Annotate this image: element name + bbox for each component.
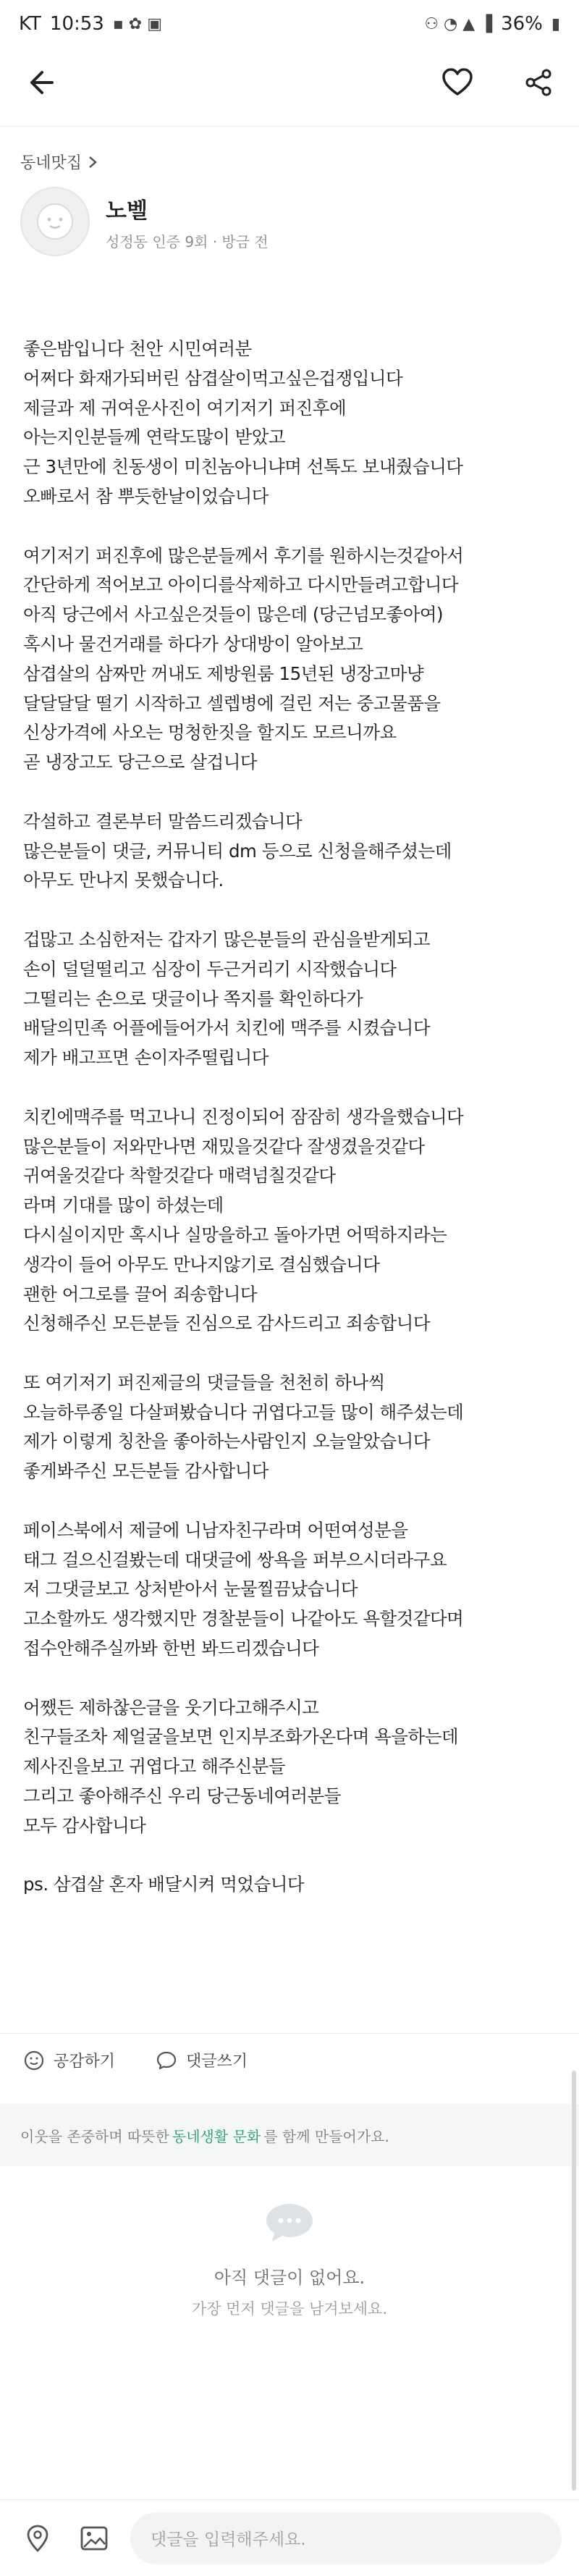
avatar[interactable] <box>20 187 90 256</box>
article-paragraph: 여기저기 퍼진후에 많은분들께서 후기를 원하시는것같아서 간단하게 적어보고 아이디를삭제하고 다시만들려고합니다 아직 당근에서 사고싶은것들이 많은데 (당근넘모좋아여) 혹시나 물건거래를 하다가 상대방이 알아보고 삼겹살의 삼짜만 꺼내도 제방원룸 15년된 냉장고마냥 달달달달 떨기 시작하고 셀렙병에 걸린 저는 중고물품을 신상가격에 사오는 멍청한짓을 할지도 모르니까요 곧 냉장고도 당근으로 살겁니다 <box>23 544 464 773</box>
category-label: 동네맛집 <box>20 154 83 172</box>
comment-label: 댓글쓰기 <box>186 2053 248 2071</box>
article-paragraph: 각설하고 결론부터 말씀드리겠습니다 많은분들이 댓글, 커뮤니티 dm 등으로 신청을해주셨는데 아무도 만나지 못했습니다. <box>23 810 452 891</box>
category-link[interactable] <box>20 151 98 173</box>
article-paragraph: ps. 삼겹살 혼자 배달시켜 먹었습니다 <box>23 1874 305 1895</box>
smile-icon <box>23 2050 45 2071</box>
heart-icon[interactable] <box>437 62 478 103</box>
back-arrow-icon[interactable] <box>20 62 61 103</box>
empathy-button[interactable] <box>23 2049 115 2071</box>
chevron-right-icon <box>88 155 98 169</box>
notice-prefix: 이웃을 존중하며 따뜻한 <box>20 2127 169 2145</box>
comment-input-bar <box>0 2499 579 2576</box>
article-paragraph: 겁많고 소심한저는 갑자기 많은분들의 관심을받게되고 손이 덜덜떨리고 심장이 두근거리기 시작했습니다 그떨리는 손으로 댓글이나 쪽지를 확인하다가 배달의민족 어플에들어가서 치킨에 맥주를 시켰습니다 제가 배고프면 손이자주떨립니다 <box>23 928 430 1069</box>
share-icon[interactable] <box>518 62 559 103</box>
author-block[interactable] <box>20 187 269 256</box>
author-meta: 성정동 인증 9회 · 방금 전 <box>106 232 269 251</box>
signal-icons: ⚇ ◔ ▲ ▐ <box>424 14 493 33</box>
author-name: 노벨 <box>106 198 148 224</box>
app-bar <box>0 48 579 117</box>
article-paragraph: 좋은밤입니다 천안 시민여러분 어쩌다 화재가되버린 삼겹살이먹고싶은겁쟁입니다 제글과 제 귀여운사진이 여기저기 퍼진후에 아는지인분들께 연락도많이 받았고 근 3년만에 친동생이 미친놈아니냐며 선톡도 보내줬습니다 오빠로서 참 뿌듯한날이었습니다 <box>23 338 463 507</box>
scrollbar[interactable] <box>572 2071 576 2491</box>
article-paragraph: 어쨌든 제하찮은글을 웃기다고해주시고 친구들조차 제얼굴을보면 인지부조화가온다며 욕을하는데 제사진을보고 귀엽다고 해주신분들 그리고 좋아해주신 우리 당근동네여러분들 모두 감사합니다 <box>23 1696 459 1836</box>
empty-comments-subtitle: 가장 먼저 댓글을 남겨보세요. <box>191 2300 388 2318</box>
article-paragraph: 치킨에맥주를 먹고나니 진정이되어 잠잠히 생각을했습니다 많은분들이 저와만나면 재밌을것같다 잘생겼을것같다 귀여울것같다 착할것같다 매력넘칠것같다 라며 기대를 많이 하셨는데 다시실이지만 혹시나 실망을하고 돌아가면 어떡하지라는 생각이 들어 아무도 만나지않기로 결심했습니다 괜한 어그로를 끌어 죄송합니다 신청해주신 모든분들 진심으로 감사드리고 죄송합니다 <box>23 1106 464 1334</box>
location-pin-icon[interactable] <box>17 2518 58 2559</box>
speech-bubble-icon <box>156 2050 177 2071</box>
notice-highlight-link[interactable]: 동네생활 문화 <box>172 2127 261 2145</box>
notification-icons: ▪ ✿ ▣ <box>112 14 162 33</box>
comment-button[interactable] <box>156 2049 248 2071</box>
notice-suffix: 를 함께 만들어가요. <box>263 2127 389 2145</box>
status-bar <box>0 0 579 48</box>
header-divider <box>0 126 579 127</box>
comment-input[interactable]: 댓글을 입력해주세요. <box>130 2512 562 2564</box>
empathy-label: 공감하기 <box>54 2053 116 2071</box>
post-actions <box>23 2049 248 2071</box>
article-paragraph: 페이스북에서 제글에 니남자친구라며 어떤여성분을 태그 걸으신걸봤는데 대댓글에 쌍욕을 퍼부으시더라구요 저 그댓글보고 상처받아서 눈물찔끔났습니다 고소할까도 생각했지만 경찰분들이 나같아도 욕할것같다며 접수안해주실까봐 한번 봐드리겠습니다 <box>23 1519 464 1659</box>
article-body <box>23 334 559 1900</box>
time-label: 10:53 <box>49 13 104 35</box>
battery-icon: ▮ <box>551 14 560 33</box>
carrier-label: KT <box>19 13 41 35</box>
battery-label: 36% <box>501 13 543 35</box>
image-icon[interactable] <box>74 2518 114 2559</box>
actions-divider <box>0 2033 579 2034</box>
empty-comments <box>0 2201 579 2319</box>
community-notice <box>0 2104 579 2166</box>
chat-bubble-icon <box>262 2201 317 2244</box>
article-paragraph: 또 여기저기 퍼진제글의 댓글들을 천천히 하나씩 오늘하루종일 다살펴봤습니다 귀엽다고들 많이 해주셨는데 제가 이렇게 칭찬을 좋아하는사람인지 오늘알았습니다 좋게봐주신 모든분들 감사합니다 <box>23 1371 464 1482</box>
empty-comments-title: 아직 댓글이 없어요. <box>214 2268 365 2288</box>
